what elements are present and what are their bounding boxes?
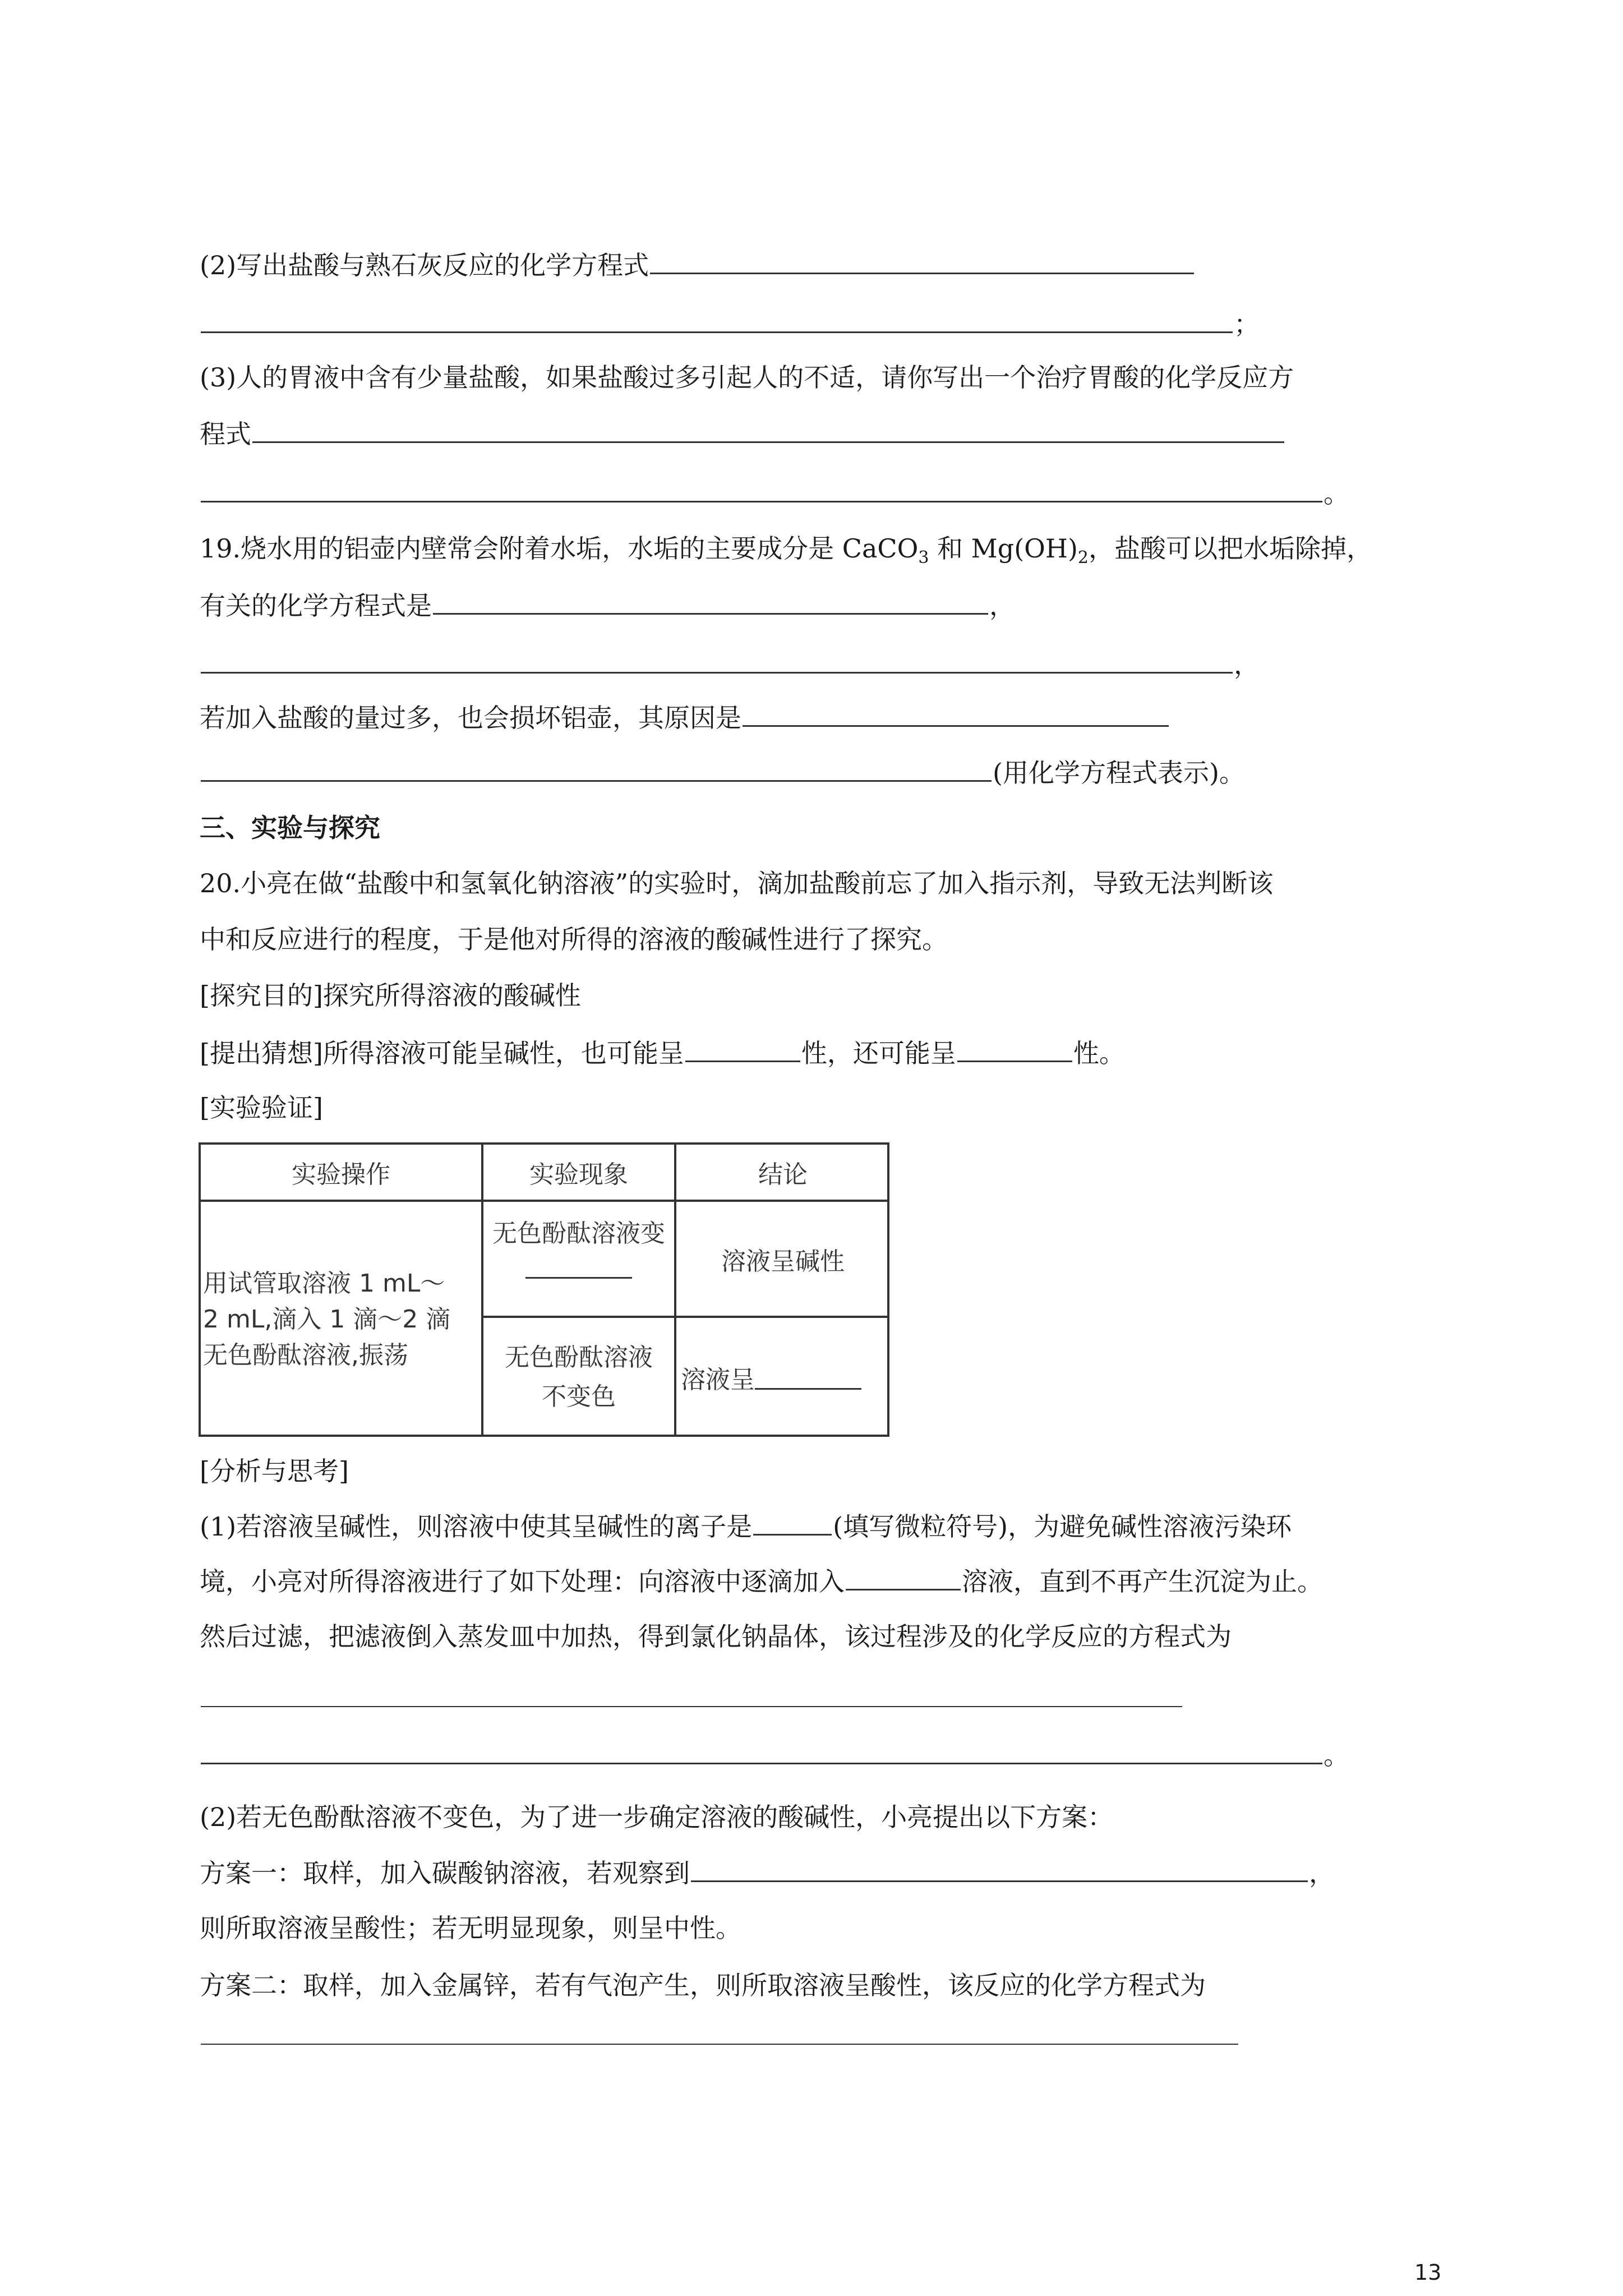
answer-blank[interactable] [957, 1038, 1072, 1062]
q19-line4: 若加入盐酸的量过多，也会损坏铝壶，其原因是 [200, 701, 1170, 735]
q20-verify: [实验验证] [200, 1092, 323, 1123]
answer-blank[interactable] [685, 1038, 800, 1062]
q18-3-line2: 程式 [200, 417, 1285, 451]
table-cell-phenomenon-2: 无色酚酞溶液 不变色 [505, 1343, 653, 1411]
table-header-phenomenon: 实验现象 [529, 1160, 628, 1189]
section-title: 三、实验与探究 [200, 813, 380, 843]
answer-blank[interactable] [755, 1366, 861, 1390]
q19-line5: (用化学方程式表示)。 [200, 756, 1245, 790]
q20-plan2-line2 [200, 2019, 1239, 2053]
q20-analysis: [分析与思考] [200, 1456, 349, 1486]
q20-p2: (2)若无色酚酞溶液不变色，为了进一步确定溶液的酸碱性，小亮提出以下方案： [200, 1802, 1114, 1832]
page-number: 13 [1414, 2260, 1442, 2285]
table-header-operation: 实验操作 [292, 1160, 390, 1189]
table-header-conclusion: 结论 [758, 1160, 808, 1189]
table-cell-conclusion-1: 溶液呈碱性 [721, 1247, 845, 1276]
q18-2-line2: ； [200, 307, 1260, 341]
answer-blank[interactable] [201, 649, 1233, 674]
answer-blank[interactable] [691, 1858, 1308, 1882]
q20-p1-line1: (1)若溶液呈碱性，则溶液中使其呈碱性的离子是 (填写微粒符号)，为避免碱性溶液污染环 [200, 1511, 1292, 1542]
answer-blank[interactable] [201, 1740, 1322, 1764]
q20-p1-line2: 境，小亮对所得溶液进行了如下处理：向溶液中逐滴加入 溶液，直到不再产生沉淀为止。 [200, 1566, 1323, 1597]
q20-plan1: 方案一：取样，加入碳酸钠溶液，若观察到 ， [200, 1858, 1335, 1888]
q19-line2: 有关的化学方程式是 ， [200, 591, 1015, 621]
answer-blank[interactable] [525, 1249, 632, 1279]
q20-line2: 中和反应进行的程度，于是他对所得的溶液的酸碱性进行了探究。 [200, 924, 948, 955]
answer-blank[interactable] [201, 309, 1233, 333]
answer-blank[interactable] [201, 478, 1322, 502]
q19-line1: 19.烧水用的铝壶内壁常会附着水垢，水垢的主要成分是 CaCO$_3$ 和 $Mg(OH)_2$，盐酸可以把水垢除掉， [200, 533, 1373, 568]
table-cell-phenomenon-1: 无色酚酞溶液变 [483, 1202, 674, 1316]
experiment-table [199, 1142, 889, 1437]
q20-plan2: 方案二：取样，加入金属锌，若有气泡产生，则所取溶液呈酸性，该反应的化学方程式为 [200, 1970, 1206, 2000]
q18-3-line1: (3)人的胃液中含有少量盐酸，如果盐酸过多引起人的不适，请你写出一个治疗胃酸的化学反应方 [200, 362, 1294, 393]
q20-p1-line5: 。 [200, 1739, 1349, 1772]
q20-p1-line3: 然后过滤，把滤液倒入蒸发皿中加热，得到氯化钠晶体，该过程涉及的化学反应的方程式为 [200, 1621, 1232, 1652]
q20-p1-line4 [200, 1681, 1183, 1715]
answer-blank[interactable] [650, 250, 1194, 274]
q18-2-line: (2)写出盐酸与熟石灰反应的化学方程式 [200, 248, 1195, 282]
q20-guess: [提出猜想]所得溶液可能呈碱性，也可能呈 性，还可能呈 性。 [200, 1038, 1125, 1068]
q20-line1: 20.小亮在做“盐酸中和氢氧化钠溶液”的实验时，滴加盐酸前忘了加入指示剂，导致无法判断该 [200, 868, 1274, 898]
answer-blank[interactable] [433, 591, 988, 615]
q20-plan1-b: 则所取溶液呈酸性；若无明显现象，则呈中性。 [200, 1913, 741, 1943]
table-cell-conclusion-2: 溶液呈 [676, 1318, 889, 1437]
answer-blank[interactable] [743, 703, 1169, 727]
answer-blank[interactable] [201, 1684, 1182, 1707]
q20-purpose: [探究目的]探究所得溶液的酸碱性 [200, 980, 581, 1011]
answer-blank[interactable] [753, 1511, 832, 1536]
answer-blank[interactable] [201, 2021, 1238, 2045]
q18-3-line3: 。 [200, 477, 1349, 510]
q19-line3: ， [200, 648, 1260, 681]
answer-blank[interactable] [846, 1566, 961, 1590]
table-cell-operation: 用试管取溶液 1 mL～ 2 mL,滴入 1 滴～2 滴 无色酚酞溶液,振荡 [203, 1269, 451, 1370]
answer-blank[interactable] [252, 419, 1284, 443]
answer-blank[interactable] [201, 758, 992, 782]
